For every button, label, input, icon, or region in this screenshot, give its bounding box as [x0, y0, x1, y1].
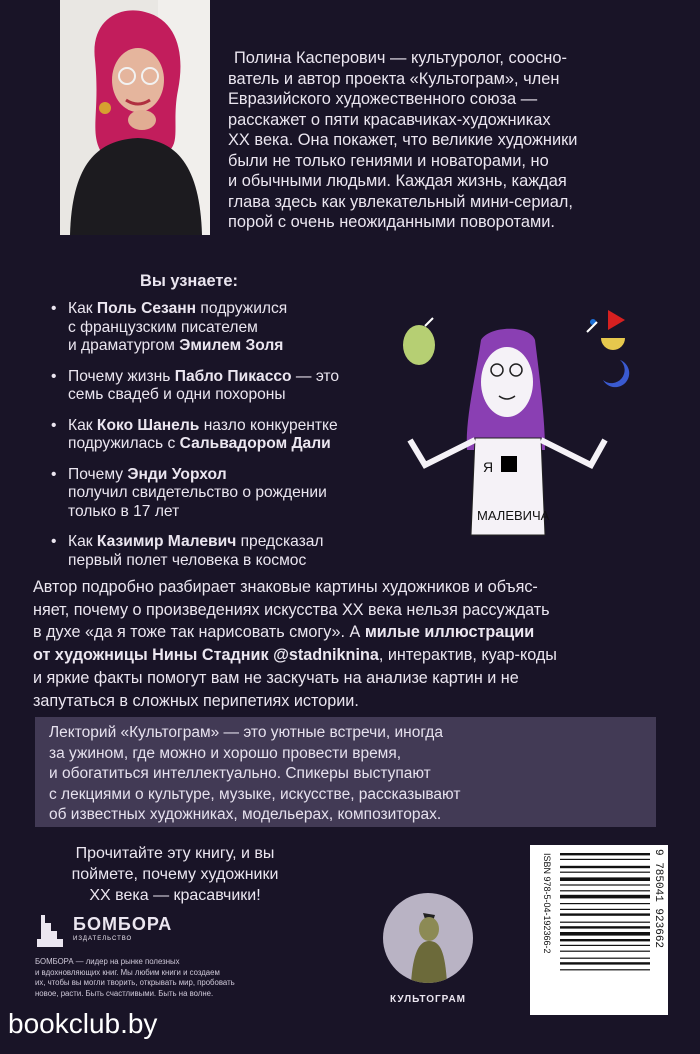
barcode-bar	[560, 962, 650, 964]
desc-line: Автор подробно разбирает знаковые картины художников и объяс-	[33, 578, 538, 596]
learn-text: Как	[68, 533, 97, 550]
bio-line: были не только гениями и новаторами, но	[228, 151, 549, 170]
barcode-bar	[560, 884, 650, 885]
isbn-number: ISBN 978-5-04-192366-2	[542, 853, 552, 954]
learn-item	[48, 368, 388, 405]
barcode-bar	[560, 909, 650, 910]
barcode-bar	[560, 859, 650, 860]
kultogram-emblem	[383, 893, 473, 983]
barcode-bar	[560, 939, 650, 941]
barcode-bar	[560, 951, 650, 952]
artist-name: Казимир Малевич	[96, 533, 237, 550]
learn-text: назло конкурентке	[199, 416, 338, 434]
half-circle-icon	[601, 338, 625, 350]
bio-line: ватель и автор проекта «Культограм», член	[228, 69, 560, 88]
barcode-bar	[560, 866, 650, 868]
barcode-bar	[560, 945, 650, 946]
artist-name: Сальвадором Дали	[179, 435, 331, 452]
publisher-blurb	[35, 957, 315, 999]
barcode-bar	[560, 872, 650, 873]
barcode-bar	[560, 969, 650, 970]
publisher-mark-icon	[35, 913, 67, 949]
learn-text: подружился	[196, 300, 288, 317]
artist-name: Энди Уорхол	[127, 465, 227, 483]
box-line: Лекторий «Культограм» — это уютные встречи, иногда	[49, 724, 443, 741]
box-line: с лекциями о культуре, музыке, искусстве, рассказывают	[49, 785, 461, 803]
publisher-sub: ИЗДАТЕЛЬСТВО	[73, 936, 133, 942]
bio-line: порой с очень неожиданными поворотами.	[228, 213, 555, 231]
barcode-bar	[560, 890, 650, 891]
learn-text: с французским писателем	[68, 318, 258, 336]
learn-text: предсказал	[236, 533, 324, 550]
author-photo	[60, 0, 210, 235]
box-line: и обогатиться интеллектуально. Спикеры выступают	[49, 765, 431, 782]
barcode-bar	[560, 926, 650, 928]
bullet-icon: •	[51, 367, 57, 385]
barcode-bar	[560, 895, 650, 899]
bullet-icon: •	[51, 465, 57, 483]
bio-line: Евразийского художественного союза —	[228, 90, 538, 108]
learn-text: Почему	[68, 465, 128, 483]
blurb-line: БОМБОРА — лидер на рынке полезных	[35, 957, 180, 966]
learn-text: Как	[68, 416, 97, 434]
book-description	[33, 576, 673, 712]
desc-bold: милые иллюстрации	[364, 623, 535, 642]
bio-line: XX века. Она покажет, что великие художники	[228, 131, 578, 149]
artist-name: Эмилем Золя	[179, 337, 284, 354]
learn-text: Почему жизнь	[68, 367, 175, 385]
bio-line: и обычными людьми. Каждая жизнь, каждая	[228, 172, 567, 190]
apple-icon	[403, 318, 435, 365]
isbn-barcode	[530, 845, 668, 1015]
bio-line: расскажет о пяти красавчиках-художниках	[228, 110, 551, 129]
triangle-icon	[608, 310, 625, 330]
learn-text: Как	[68, 300, 97, 317]
learn-item	[48, 533, 388, 570]
learn-text: только в 17 лет	[68, 502, 180, 520]
bio-line: глава здесь как увлекательный мини-сериал,	[228, 192, 573, 211]
shirt-text-top: Я	[483, 459, 494, 475]
lectorium-box	[35, 717, 656, 827]
shirt-text-bottom: МАЛЕВИЧА	[477, 508, 550, 523]
learn-text: получил свидетельство о рождении	[68, 484, 327, 501]
emblem-label: КУЛЬТОГРАМ	[389, 994, 467, 1005]
learn-text: подружилась с	[68, 435, 180, 452]
cta-line: XX века — красавчики!	[89, 887, 261, 904]
crescent-icon	[603, 360, 629, 387]
barcode-bar	[560, 853, 650, 855]
learn-list	[48, 300, 388, 582]
desc-line: няет, почему о произведениях искусства XX века нельзя рассуждать	[33, 600, 550, 619]
blurb-line: новое, расти. Быть счастливыми. Быть на волне.	[35, 988, 214, 998]
site-watermark: bookclub.by	[8, 1008, 158, 1039]
bullet-icon: •	[51, 300, 57, 317]
artist-name: Поль Сезанн	[96, 300, 197, 317]
learn-text: первый полет человека в космос	[68, 551, 307, 569]
artist-name: Коко Шанель	[96, 416, 200, 434]
blurb-line: их, чтобы вы могли творить, открывать мир, пробовать	[35, 978, 235, 987]
desc-bold: от художницы Нины Стадник @stadniknina	[33, 646, 379, 665]
author-illustration	[395, 300, 635, 550]
learn-item	[48, 300, 388, 356]
barcode-bar	[560, 877, 650, 881]
desc-line	[33, 621, 673, 644]
barcode-bar	[560, 903, 650, 904]
box-line: об известных художниках, модельерах, композиторах.	[49, 806, 442, 823]
bullet-icon: •	[51, 533, 57, 550]
learn-heading: Вы узнаете:	[140, 272, 238, 290]
barcode-bar	[560, 913, 650, 915]
learn-text: — это	[291, 367, 340, 385]
box-line: за ужином, где можно и хорошо провести время,	[49, 744, 402, 762]
desc-line: и яркие факты помогут вам не заскучать на анализе картин и не	[33, 668, 519, 687]
desc-line	[33, 644, 673, 667]
barcode-bar	[560, 932, 650, 936]
desc-line: запутаться в сложных перипетиях истории.	[33, 691, 359, 710]
learn-text: семь свадеб и одни похороны	[68, 386, 286, 403]
barcode-bar	[560, 922, 650, 923]
learn-item	[48, 417, 388, 454]
blurb-line: и вдохновляющих книг. Мы любим книги и создаем	[35, 967, 220, 977]
barcode-digits: 9 785041 923662	[652, 849, 664, 949]
bio-line: Полина Касперович — культуролог, соосно-	[234, 49, 567, 67]
call-to-action	[55, 843, 295, 906]
desc-text: , интерактив, куар-коды	[378, 646, 557, 665]
barcode-bar	[560, 958, 650, 959]
learn-item	[48, 466, 388, 522]
publisher-logo	[35, 913, 195, 949]
publisher-name: БОМБОРА	[73, 914, 173, 934]
learn-text: и драматургом	[68, 337, 180, 354]
bullet-icon: •	[51, 416, 57, 434]
cta-line: поймете, почему художники	[71, 866, 279, 883]
desc-text: в духе «да я тоже так нарисовать смогу». А	[33, 623, 365, 642]
author-bio	[228, 48, 628, 233]
cta-line: Прочитайте эту книгу, и вы	[75, 845, 275, 862]
artist-name: Пабло Пикассо	[174, 367, 292, 385]
